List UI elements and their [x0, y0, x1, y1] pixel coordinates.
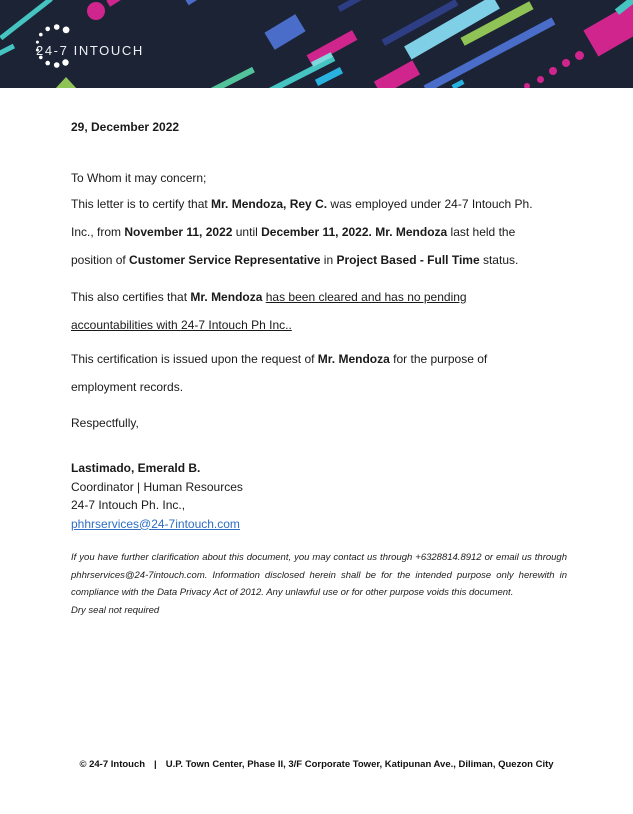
fine-print-line: If you have further clarification about this document, you may contact us through +6328814.8912 or email us through: [71, 552, 567, 563]
logo-text: 24-7 INTOUCH: [36, 43, 144, 58]
page-footer: [0, 759, 633, 770]
signatory-company: 24-7 Intouch Ph. Inc.,: [71, 498, 186, 512]
decor-rect: [315, 67, 343, 86]
fine-print-line: Dry seal not required: [71, 604, 160, 616]
footer-copyright: © 24-7 Intouch: [79, 759, 146, 770]
header-banner: [0, 0, 633, 88]
decor-rect: [337, 0, 366, 12]
text-line: accountabilities with 24-7 Intouch Ph Inc..: [71, 318, 292, 332]
letter-date: 29, December 2022: [71, 120, 180, 134]
body-paragraph-employment: [71, 190, 567, 274]
fine-print-line: phhrservices@24-7intouch.com. Information disclosed herein shall be for the intended purpose only herewith in: [71, 569, 567, 581]
decor-circle: [549, 67, 557, 75]
company-logo: [0, 0, 260, 88]
footer-address: U.P. Town Center, Phase II, 3/F Corporate Tower, Katipunan Ave., Diliman, Quezon City: [165, 759, 554, 770]
body-paragraph-purpose: [71, 345, 567, 401]
decor-rect: [374, 60, 420, 88]
text-line: This letter is to certify that Mr. Mendoza, Rey C. was employed under 24-7 Intouch Ph.: [71, 197, 533, 211]
decor-circle: [575, 51, 584, 60]
decor-circle: [562, 59, 570, 67]
text-line: This certification is issued upon the request of Mr. Mendoza for the purpose of: [71, 352, 488, 366]
email-link[interactable]: phhrservices@24-7intouch.com: [71, 516, 240, 531]
decor-circle: [524, 83, 530, 88]
text-line: position of Customer Service Representative in Project Based - Full Time status.: [71, 253, 519, 267]
text-line: employment records.: [71, 380, 184, 394]
footer-separator: |: [154, 759, 157, 770]
signature-block: [71, 459, 567, 533]
signatory-title: Coordinator | Human Resources: [71, 479, 243, 494]
text-line: Inc., from November 11, 2022 until December 11, 2022. Mr. Mendoza last held the: [71, 225, 516, 239]
closing: Respectfully,: [71, 416, 139, 430]
signatory-name: Lastimado, Emerald B.: [71, 461, 201, 475]
body-paragraph-clearance: [71, 283, 567, 339]
fine-print-disclaimer: [71, 549, 567, 619]
decor-rect: [452, 79, 465, 88]
text-line: This also certifies that Mr. Mendoza has been cleared and has no pending: [71, 290, 467, 304]
decor-circle: [537, 76, 544, 83]
fine-print-line: compliance with the Data Privacy Act of 2012. Any unlawful use or for other purpose voids this document.: [71, 587, 514, 598]
salutation: To Whom it may concern;: [71, 171, 207, 185]
decor-rect: [264, 14, 305, 50]
